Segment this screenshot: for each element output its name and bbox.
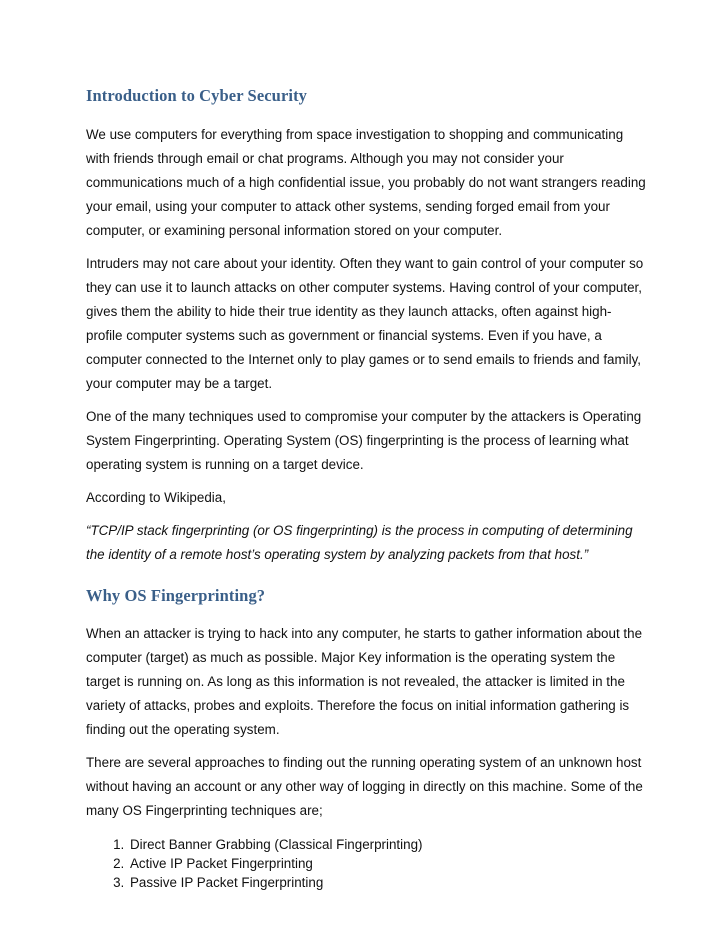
list-item: 3. Passive IP Packet Fingerprinting xyxy=(128,873,646,892)
intro-heading: Introduction to Cyber Security xyxy=(86,86,308,105)
document-body xyxy=(86,84,646,892)
wikipedia-quote: “TCP/IP stack fingerprinting (or OS fingerprinting) is the process in computing of determining the identity of a remote host’s operating system by analyzing packets from that host.” xyxy=(86,523,633,562)
why-paragraph-2: There are several approaches to finding out the running operating system of an unknown host without having an account or any other way of logging in directly on this machine. Some of the many OS Fingerprinting techniques are; xyxy=(86,755,643,818)
intro-paragraph-1: We use computers for everything from space investigation to shopping and communicating with friends through email or chat programs. Although you may not consider your communications much of a high confidential issue, you probably do not want strangers reading your email, using your computer to attack other systems, sending forged email from your computer, or examining personal information stored on your computer. xyxy=(86,127,646,238)
list-item: 2. Active IP Packet Fingerprinting xyxy=(128,854,646,873)
why-heading: Why OS Fingerprinting? xyxy=(86,586,266,605)
fingerprinting-techniques-list xyxy=(86,835,646,892)
intro-paragraph-4: According to Wikipedia, xyxy=(86,490,226,505)
why-paragraph-1: When an attacker is trying to hack into any computer, he starts to gather information about the computer (target) as much as possible. Major Key information is the operating system the target is running on. As long as this information is not revealed, the attacker is limited in the variety of attacks, probes and exploits. Therefore the focus on initial information gathering is finding out the operating system. xyxy=(86,626,643,737)
intro-paragraph-2: Intruders may not care about your identity. Often they want to gain control of your computer so they can use it to launch attacks on other computer systems. Having control of your computer, gives them the ability to hide their true identity as they launch attacks, often against high-profile computer systems such as government or financial systems. Even if you have, a computer connected to the Internet only to play games or to send emails to friends and family, your computer may be a target. xyxy=(86,256,644,391)
intro-paragraph-3: One of the many techniques used to compromise your computer by the attackers is Operating System Fingerprinting. Operating System (OS) fingerprinting is the process of learning what operating system is running on a target device. xyxy=(86,409,642,472)
list-item: 1. Direct Banner Grabbing (Classical Fingerprinting) xyxy=(128,835,646,854)
